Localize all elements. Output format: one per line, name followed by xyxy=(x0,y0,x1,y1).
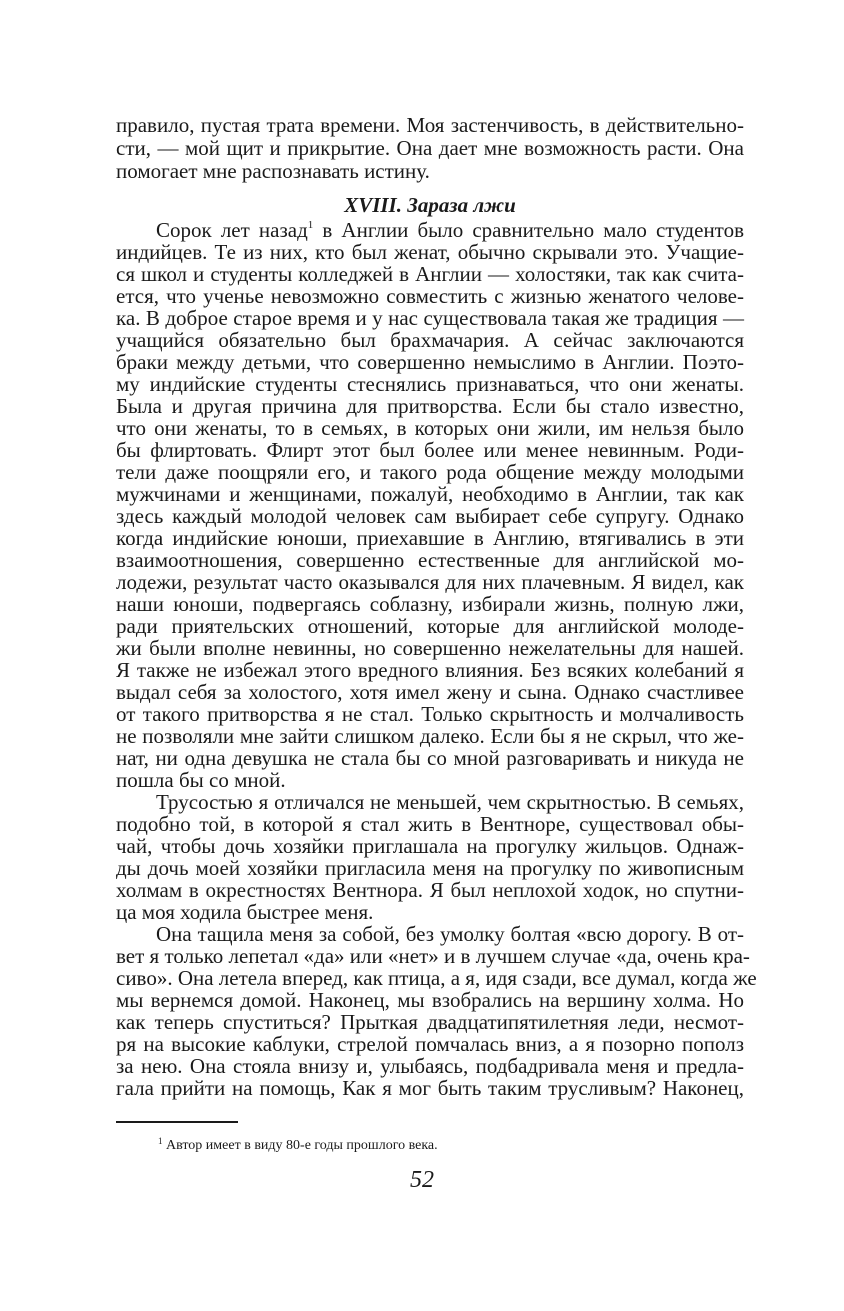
text-line: холмам в окрестностях Вентнора. Я был неплохой ходок, но спутни- xyxy=(116,878,744,902)
text-line: здесь каждый молодой человек сам выбирает себе супругу. Однако xyxy=(116,504,744,528)
text-line: Была и другая причина для притворства. Если бы стало известно, xyxy=(116,394,744,418)
intro-paragraph xyxy=(116,114,744,184)
text-line: помогает мне распознавать истину. xyxy=(116,159,430,184)
text-line: ды дочь моей хозяйки пригласила меня на прогулку по живописным xyxy=(116,856,744,880)
text-line: ка. В доброе старое время и у нас существовала такая же традиция — xyxy=(116,306,744,330)
text-line: чай, чтобы дочь хозяйки приглашала на прогулку жильцов. Однаж- xyxy=(116,834,744,858)
text-line: нат, ни одна девушка не стала бы со мной разговаривать и никуда не xyxy=(116,746,744,770)
text-line: жи были вполне невинны, но совершенно нежелательны для нашей. xyxy=(116,636,744,660)
page-number: 52 xyxy=(410,1167,434,1193)
text-line: ря на высокие каблуки, стрелой помчалась вниз, а я позорно пополз xyxy=(116,1032,744,1056)
paragraph-1 xyxy=(116,241,744,791)
text-line: ется, что ученье невозможно совместить с жизнью женатого челове- xyxy=(116,284,744,308)
text-line: индийцев. Те из них, кто был женат, обычно скрывали это. Учащие- xyxy=(116,240,744,264)
text-line xyxy=(116,219,744,241)
text-line: выдал себя за холостого, хотя имел жену и сына. Однако счастливее xyxy=(116,680,744,704)
text-line: подобно той, в которой я стал жить в Вентноре, существовал обы- xyxy=(116,812,744,836)
paragraph-3 xyxy=(116,922,757,1100)
text-line: что они женаты, то в семьях, в которых они жили, им нельзя было xyxy=(116,416,744,440)
text-line: пошла бы со мной. xyxy=(116,768,286,792)
text-line: мы вернемся домой. Наконец, мы взобрались на вершину холма. Но xyxy=(116,988,744,1012)
text-line: мужчинами и женщинами, пожалуй, необходимо в Англии, так как xyxy=(116,482,744,506)
text-line: как теперь спуститься? Прыткая двадцатипятилетняя леди, несмот- xyxy=(116,1010,744,1034)
text-line: от такого притворства я не стал. Только скрытность и молчаливость xyxy=(116,702,744,726)
footnote-reference: 1 xyxy=(307,219,314,231)
paragraph-2 xyxy=(116,791,744,923)
text-line: лодежи, результат часто оказывался для них плачевным. Я видел, как xyxy=(116,570,744,594)
text-line: гала прийти на помощь, Как я мог быть таким трусливым? Наконец, xyxy=(116,1076,744,1100)
text-line: му индийские студенты стеснялись признаваться, что они женаты. xyxy=(116,372,744,396)
text-line: ся школ и студенты колледжей в Англии — холостяки, так как счита- xyxy=(116,262,744,286)
text-line: не позволяли мне зайти слишком далеко. Если бы я не скрыл, что же- xyxy=(116,724,744,748)
text-line: тели даже поощряли его, и такого рода общение между молодыми xyxy=(116,460,744,484)
text-line: ца моя ходила быстрее меня. xyxy=(116,900,374,924)
text-line: учащийся обязательно был брахмачария. А сейчас заключаются xyxy=(116,328,744,352)
text-line: сиво». Она летела вперед, как птица, а я, идя сзади, все думал, когда же xyxy=(116,966,757,990)
footnote-divider xyxy=(116,1121,238,1123)
text-line: вет я только лепетал «да» или «нет» и в лучшем случае «да, очень кра- xyxy=(116,944,750,968)
body-text xyxy=(116,218,757,1100)
text-line: правило, пустая трата времени. Моя застенчивость, в действительно- xyxy=(116,113,744,137)
text-line: взаимоотношения, совершенно естественные для английской мо- xyxy=(116,548,744,572)
text-line: Она тащила меня за собой, без умолку болтая «всю дорогу. В от- xyxy=(156,922,744,946)
chapter-heading: XVIII. Зараза лжи xyxy=(344,193,516,217)
footnote-mark: 1 xyxy=(158,1136,163,1146)
text-line: браки между детьми, что совершенно немыслимо в Англии. Поэто- xyxy=(116,350,744,374)
text-line: сти, — мой щит и прикрытие. Она дает мне возможность расти. Она xyxy=(116,136,744,161)
text-span: Сорок лет назад xyxy=(156,218,308,242)
text-line: ради приятельских отношений, которые для английской молоде- xyxy=(116,614,744,638)
text-line: за нею. Она стояла внизу и, улыбаясь, подбадривала меня и предла- xyxy=(116,1054,744,1078)
text-span: в Англии было сравнительно мало студентов xyxy=(313,218,744,242)
footnote xyxy=(158,1137,438,1155)
text-line: когда индийские юноши, приехавшие в Англию, втягивались в эти xyxy=(116,526,744,550)
text-line: Трусостью я отличался не меньшей, чем скрытностью. В семьях, xyxy=(156,790,744,814)
text-line: Я также не избежал этого вредного влияния. Без всяких колебаний я xyxy=(116,658,744,682)
footnote-text: Автор имеет в виду 80-е годы прошлого века. xyxy=(162,1138,438,1153)
text-line: бы флиртовать. Флирт этот был более или менее невинным. Роди- xyxy=(116,438,744,462)
text-line: наши юноши, подвергаясь соблазну, избирали жизнь, полную лжи, xyxy=(116,592,744,616)
